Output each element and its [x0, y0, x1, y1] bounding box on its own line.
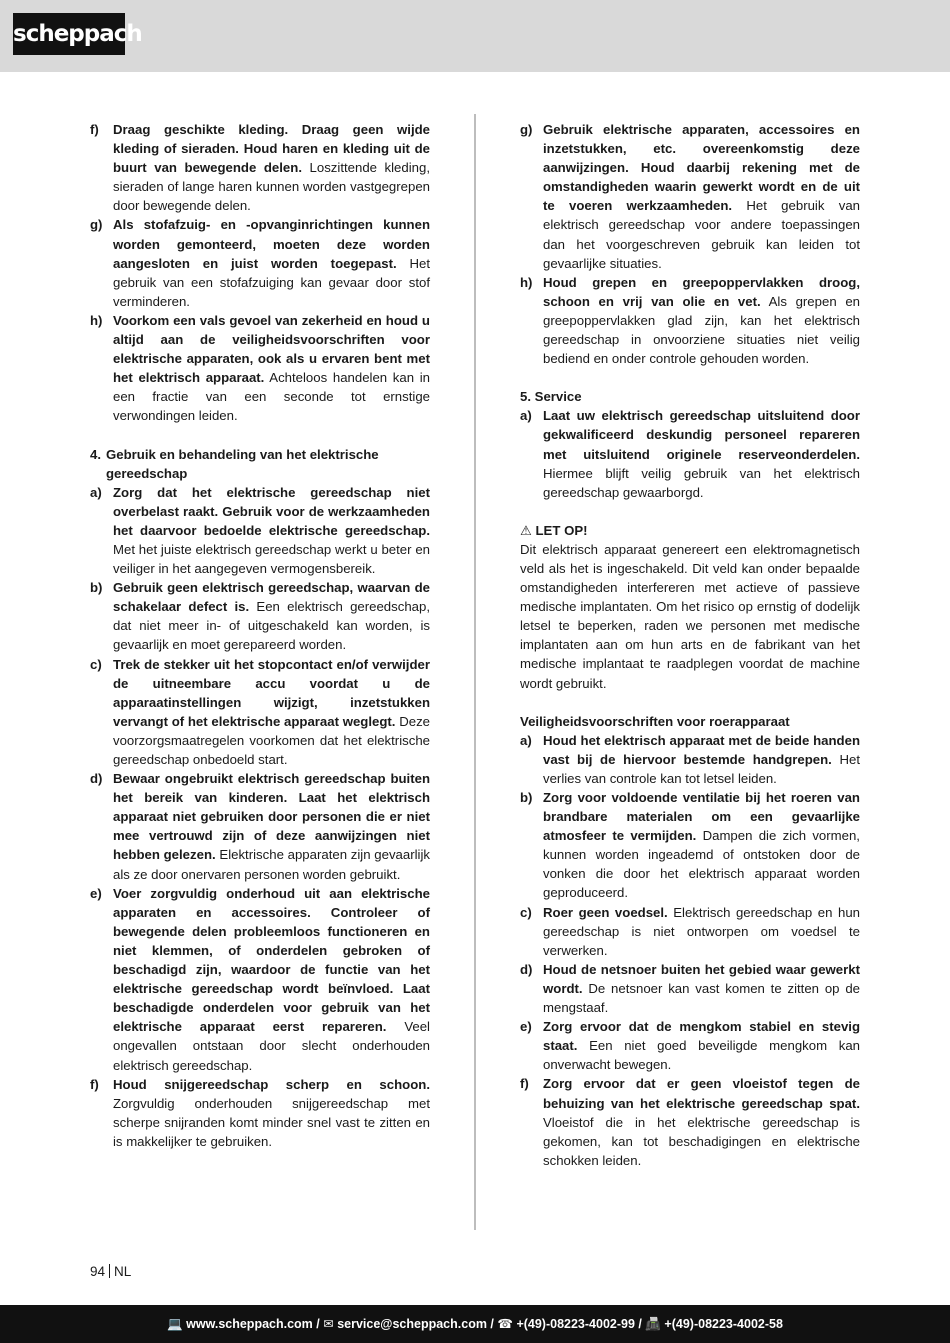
- warning-text: Dit elektrisch apparaat genereert een elektromagnetisch veld als het is ingeschakeld. Dit veld kan onder bepaalde omstandigheden interfereren met actieve of passieve medische implantaten. Om het risico op ernstig of dodelijk letsel te beperken, raden we personen met medische implantaten aan om hun arts en de fabrikant van het medische implantaat te raadplegen voordat de machine wordt gebruikt.: [520, 541, 860, 691]
- list-item: [90, 483, 430, 578]
- list-item-text: [113, 578, 430, 654]
- section-4-title: Gebruik en behandeling van het elektrische gereedschap: [106, 446, 379, 481]
- mail-icon: ✉: [323, 1317, 334, 1331]
- list-item-marker: a): [90, 484, 102, 500]
- list-item-body: Een niet goed beveiligde mengkom kan onverwacht bewegen.: [543, 1038, 860, 1073]
- list-item-text: [543, 731, 860, 788]
- list-item-body: De netsnoer kan vast komen te zitten op de mengstaaf.: [543, 980, 860, 1016]
- warning-icon: ⚠: [520, 522, 532, 538]
- list-item-marker: b): [90, 580, 103, 596]
- list-item-bold: Trek de stekker uit het stopcontact en/of verwijder de uitneembare accu voordat u de apparaatinstellingen wijzigt, inzetstukken vervangt of het elektrische apparaat weglegt.: [113, 656, 430, 729]
- list-item-bold: Zorg ervoor dat de mengkom stabiel en stevig staat.: [543, 1019, 860, 1054]
- list-item: [90, 769, 430, 884]
- list-item-marker: d): [90, 771, 103, 787]
- left-column: [90, 120, 430, 1151]
- list-item: [520, 731, 860, 788]
- list-item-text: [543, 120, 860, 273]
- list-item-text: [113, 1075, 430, 1151]
- list-item-bold: Zorg ervoor dat er geen vloeistof tegen de behuizing van het elektrische gereedschap spat.: [543, 1076, 860, 1111]
- list-item-marker: c): [90, 656, 102, 672]
- list-item-bold: Laat uw elektrisch gereedschap uitsluitend door gekwalificeerd deskundig personeel repareren met uitsluitend originele reserveonderdelen.: [543, 408, 860, 462]
- list-item-marker: f): [90, 1076, 99, 1092]
- list-right-c: [520, 731, 860, 1170]
- list-item-marker: a): [520, 408, 532, 424]
- list-item: [520, 120, 860, 273]
- list-item-marker: h): [90, 312, 103, 328]
- list-item-text: [543, 406, 860, 501]
- column-divider: [474, 114, 476, 1230]
- list-item-body: Als grepen en greepoppervlakken glad zijn, kan het elektrisch gereedschap in onvoorziene situaties niet veilig bediend en onder controle gehouden worden.: [543, 293, 860, 367]
- list-item-bold: Gebruik geen elektrisch gereedschap, waarvan de schakelaar defect is.: [113, 580, 430, 615]
- scheppach-logo: scheppach: [13, 13, 125, 55]
- list-item-bold: Draag geschikte kleding. Draag geen wijde kleding of sieraden. Houd haren en kleding uit de buurt van bewegende delen.: [113, 122, 430, 176]
- list-item: [520, 960, 860, 1017]
- fax-icon: 📠: [645, 1317, 661, 1331]
- page-number-block: [90, 1264, 131, 1279]
- list-item-body: Zorgvuldig onderhouden snijgereedschap met scherpe snijranden komt minder snel vast te zitten en is makkelijker te gebruiken.: [113, 1095, 430, 1149]
- list-item-body: Vloeistof die in het elektrische gereedschap is gekomen, kan tot beschadigingen en elektrische schokken leiden.: [543, 1114, 860, 1168]
- list-item-bold: Gebruik elektrische apparaten, accessoires en inzetstukken, etc. overeenkomstig deze aanwijzingen. Houd daarbij rekening met de omstandigheden waarin gewerkt wordt en de uit te voeren werkzaamheden.: [543, 122, 860, 214]
- list-item-bold: Houd het elektrisch apparaat met de beide handen vast bij de hiervoor bestemde handgrepen.: [543, 732, 860, 767]
- list-item-text: [113, 215, 430, 310]
- right-column: [520, 120, 860, 1170]
- list-item-bold: Houd de netsnoer buiten het gebied waar gewerkt wordt.: [543, 961, 860, 996]
- list-item-body: Een elektrisch gereedschap, dat niet meer in- of uitgeschakeld kan worden, is gevaarlijk en moet gerepareerd worden.: [113, 599, 430, 653]
- list-item-text: [113, 120, 430, 215]
- page-number-separator: [109, 1264, 110, 1278]
- list-item-body: Elektrisch gereedschap en hun gereedschap is niet ontworpen om voedsel te verwerken.: [543, 904, 860, 958]
- phone-icon: ☎: [497, 1317, 513, 1331]
- list-item-body: Veel ongevallen ontstaan door slecht onderhouden elektrisch gereedschap.: [113, 1019, 430, 1073]
- list-item-text: [543, 960, 860, 1017]
- list-item-marker: b): [520, 790, 533, 805]
- list-item: [90, 884, 430, 1075]
- list-item-marker: e): [90, 885, 102, 901]
- email-link[interactable]: service@scheppach.com: [337, 1317, 487, 1331]
- language-code: NL: [114, 1264, 132, 1279]
- list-item-text: [113, 884, 430, 1075]
- mixer-safety-heading: Veiligheidsvoorschriften voor roerapparaat: [520, 713, 790, 729]
- section-4-heading: [90, 445, 430, 483]
- list-item: [520, 273, 860, 368]
- page-number: 94: [90, 1264, 106, 1279]
- list-right-b: [520, 406, 860, 501]
- list-item-body: Hiermee blijft veilig gebruik van het elektrisch gereedschap gewaarborgd.: [543, 465, 860, 500]
- list-item: [520, 1017, 860, 1074]
- warning-heading: [520, 521, 860, 540]
- list-item-body: Loszittende kleding, sieraden of lange haren kunnen worden vastgegrepen door bewegende delen.: [113, 160, 430, 214]
- list-item-bold: Houd snijgereedschap scherp en schoon.: [113, 1076, 430, 1092]
- list-item-bold: Voorkom een vals gevoel van zekerheid en houd u altijd aan de veiligheidsvoorschriften voor elektrische apparaten, ook als u ervaren bent met het elektrisch apparaat.: [113, 312, 430, 386]
- list-left-b: [90, 483, 430, 1151]
- list-right-a: [520, 120, 860, 368]
- list-item: [520, 1074, 860, 1169]
- computer-icon: 💻: [167, 1317, 183, 1331]
- phone-number: +(49)-08223-4002-99: [516, 1317, 635, 1331]
- list-item-bold: Houd grepen en greepoppervlakken droog, schoon en vrij van olie en vet.: [543, 274, 860, 309]
- list-item: [90, 311, 430, 426]
- list-item-bold: Als stofafzuig- en -opvanginrichtingen kunnen worden gemonteerd, moeten deze worden aangesloten en juist worden toegepast.: [113, 217, 430, 271]
- list-item-marker: c): [520, 904, 532, 920]
- list-item-body: Deze voorzorgsmaatregelen voorkomen dat het elektrische gereedschap onbedoeld start.: [113, 713, 430, 767]
- list-item-marker: h): [520, 274, 533, 290]
- list-item-body: Met het juiste elektrisch gereedschap werkt u beter en veiliger in het aangegeven vermogensbereik.: [113, 541, 430, 577]
- list-item-text: [113, 483, 430, 578]
- warning-title: LET OP!: [535, 522, 588, 538]
- list-item: [520, 903, 860, 960]
- list-item-marker: g): [90, 217, 103, 233]
- list-item-body: Elektrische apparaten zijn gevaarlijk als ze door onervaren personen worden gebruikt.: [113, 847, 430, 882]
- list-item-bold: Zorg dat het elektrische gereedschap niet overbelast raakt. Gebruik voor de werkzaamheden het daarvoor bedoelde elektrische gereedschap.: [113, 484, 430, 538]
- list-item-body: Dampen die zich vormen, kunnen worden ingeademd of ontstoken door de vonken die door het elektrisch apparaat worden geproduceerd.: [543, 828, 860, 901]
- list-item-marker: e): [520, 1019, 532, 1035]
- list-item: [90, 215, 430, 310]
- section-4-number: 4.: [90, 446, 101, 462]
- list-item: [90, 1075, 430, 1151]
- list-item: [90, 120, 430, 215]
- header-band: [0, 0, 950, 72]
- contact-footer: 💻 www.scheppach.com / ✉ service@scheppach.com / ☎ +(49)-08223-4002-99 / 📠 +(49)-08223-4002-58: [0, 1305, 950, 1343]
- list-item-bold: Roer geen voedsel.: [543, 904, 668, 920]
- list-item-text: [113, 655, 430, 770]
- list-item-text: [543, 1017, 860, 1074]
- list-item-body: Het gebruik van elektrisch gereedschap voor andere toepassingen dan het voorgeschreven gebruik kan leiden tot gevaarlijke situaties.: [543, 198, 860, 271]
- list-item-marker: f): [90, 122, 99, 137]
- list-left-a: [90, 120, 430, 426]
- list-item-marker: g): [520, 122, 533, 137]
- list-item-text: [543, 788, 860, 903]
- list-item-bold: Voer zorgvuldig onderhoud uit aan elektrische apparaten en accessoires. Controleer of bewegende delen probleemloos functioneren en niet klemmen, of onderdelen gebroken of beschadigd zijn, waardoor de functie van het elektrische gereedschap wordt beïnvloed. Laat beschadigde onderdelen voor gebruik van het elektrische apparaat eerst repareren.: [113, 885, 430, 1035]
- list-item: [520, 406, 860, 501]
- list-item-text: [543, 273, 860, 368]
- section-5-heading: 5. Service: [520, 389, 582, 405]
- list-item: [520, 788, 860, 903]
- list-item-bold: Zorg voor voldoende ventilatie bij het roeren van brandbare materialen om een gevaarlijke atmosfeer te vermijden.: [543, 790, 860, 844]
- list-item-text: [543, 1074, 860, 1169]
- list-item-marker: d): [520, 961, 533, 977]
- list-item-marker: f): [520, 1076, 529, 1092]
- list-item-bold: Bewaar ongebruikt elektrisch gereedschap buiten het bereik van kinderen. Laat het elektrisch apparaat niet gebruiken door personen die er niet mee vertrouwd zijn of deze aanwijzingen niet hebben gelezen.: [113, 771, 430, 863]
- list-item-body: Het gebruik van een stofafzuiging kan gevaar door stof verminderen.: [113, 255, 430, 309]
- list-item-text: [113, 769, 430, 884]
- list-item-marker: a): [520, 732, 532, 748]
- list-item: [90, 578, 430, 654]
- list-item: [90, 655, 430, 770]
- website-link[interactable]: www.scheppach.com: [186, 1317, 313, 1331]
- list-item-text: [113, 311, 430, 426]
- list-item-body: Achteloos handelen kan in een fractie van een seconde tot ernstige verwondingen leiden.: [113, 370, 431, 424]
- list-item-text: [543, 903, 860, 960]
- fax-number: +(49)-08223-4002-58: [664, 1317, 783, 1331]
- list-item-body: Het verlies van controle kan tot letsel leiden.: [543, 751, 861, 786]
